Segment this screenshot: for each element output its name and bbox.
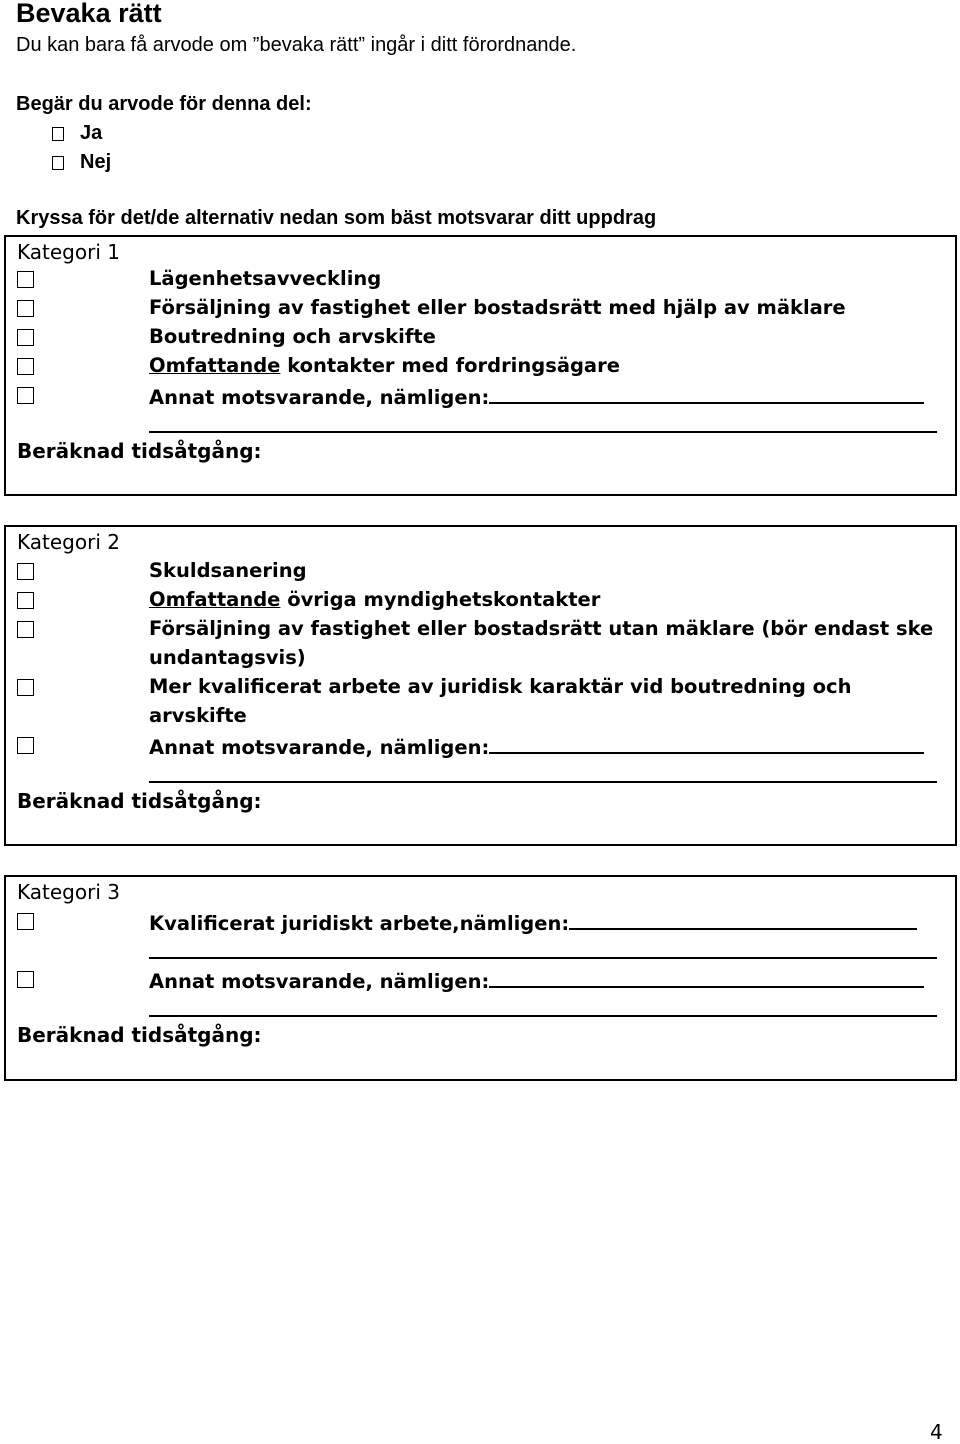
category-2-title: Kategori 2: [17, 530, 120, 554]
checkbox[interactable]: [17, 358, 34, 375]
fee-option-yes[interactable]: [52, 122, 102, 145]
option-label: Mer kvalificerat arbete av juridisk karaktär vid boutredning och arvskifte: [149, 675, 852, 727]
subtitle: Du kan bara få arvode om ”bevaka rätt” ingår i ditt förordnande.: [16, 34, 577, 56]
option-label: Kvalificerat juridiskt arbete,nämligen:: [149, 906, 939, 938]
yes-checkbox[interactable]: [52, 127, 64, 141]
checkbox[interactable]: [17, 971, 34, 988]
category-1-estimate-label: Beräknad tidsåtgång:: [17, 439, 262, 463]
underlined-word: Omfattande: [149, 588, 281, 611]
option-label-rest: övriga myndighetskontakter: [280, 588, 601, 611]
checkbox[interactable]: [17, 592, 34, 609]
option-label: [149, 351, 939, 380]
page-number: 4: [930, 1420, 943, 1444]
option-label: Boutredning och arvskifte: [149, 325, 436, 348]
checkbox[interactable]: [17, 563, 34, 580]
checkbox[interactable]: [17, 679, 34, 696]
checkbox[interactable]: [17, 387, 34, 404]
fill-in-line[interactable]: [489, 380, 924, 404]
fill-in-line[interactable]: [569, 906, 917, 930]
fill-in-line[interactable]: [489, 964, 924, 988]
checkbox[interactable]: [17, 271, 34, 288]
option-label: Försäljning av fastighet eller bostadsrätt med hjälp av mäklare: [149, 296, 846, 319]
category-2-estimate-label: Beräknad tidsåtgång:: [17, 789, 262, 813]
option-label: [149, 585, 939, 614]
fee-option-no[interactable]: [52, 151, 111, 174]
fill-in-line[interactable]: [149, 1015, 937, 1017]
option-label-rest: kontakter med fordringsägare: [280, 354, 620, 377]
option-label: Försäljning av fastighet eller bostadsrätt utan mäklare (bör endast ske undantagsvis): [149, 617, 934, 669]
yes-label: Ja: [80, 122, 103, 144]
fill-in-line[interactable]: [149, 431, 937, 433]
option-label: Annat motsvarande, nämligen:: [149, 380, 939, 412]
checkbox[interactable]: [17, 913, 34, 930]
underlined-word: Omfattande: [149, 354, 281, 377]
option-label: Skuldsanering: [149, 559, 307, 582]
no-checkbox[interactable]: [52, 156, 64, 170]
checkbox[interactable]: [17, 300, 34, 317]
checkbox[interactable]: [17, 329, 34, 346]
fee-question-label: Begär du arvode för denna del:: [16, 93, 312, 115]
checkbox[interactable]: [17, 737, 34, 754]
category-3-estimate-label: Beräknad tidsåtgång:: [17, 1023, 262, 1047]
page-title: Bevaka rätt: [16, 0, 162, 28]
instruction-text: Kryssa för det/de alternativ nedan som bäst motsvarar ditt uppdrag: [16, 207, 657, 229]
fill-in-line[interactable]: [489, 730, 924, 754]
category-2-box: [4, 525, 957, 846]
option-label: Lägenhetsavveckling: [149, 267, 382, 290]
option-label: Annat motsvarande, nämligen:: [149, 964, 939, 996]
category-1-box: [4, 235, 957, 496]
no-label: Nej: [80, 151, 112, 173]
category-3-box: [4, 875, 957, 1081]
category-1-title: Kategori 1: [17, 240, 120, 264]
checkbox[interactable]: [17, 621, 34, 638]
fill-in-line[interactable]: [149, 781, 937, 783]
option-label: Annat motsvarande, nämligen:: [149, 730, 939, 762]
fill-in-line[interactable]: [149, 957, 937, 959]
category-3-title: Kategori 3: [17, 880, 120, 904]
